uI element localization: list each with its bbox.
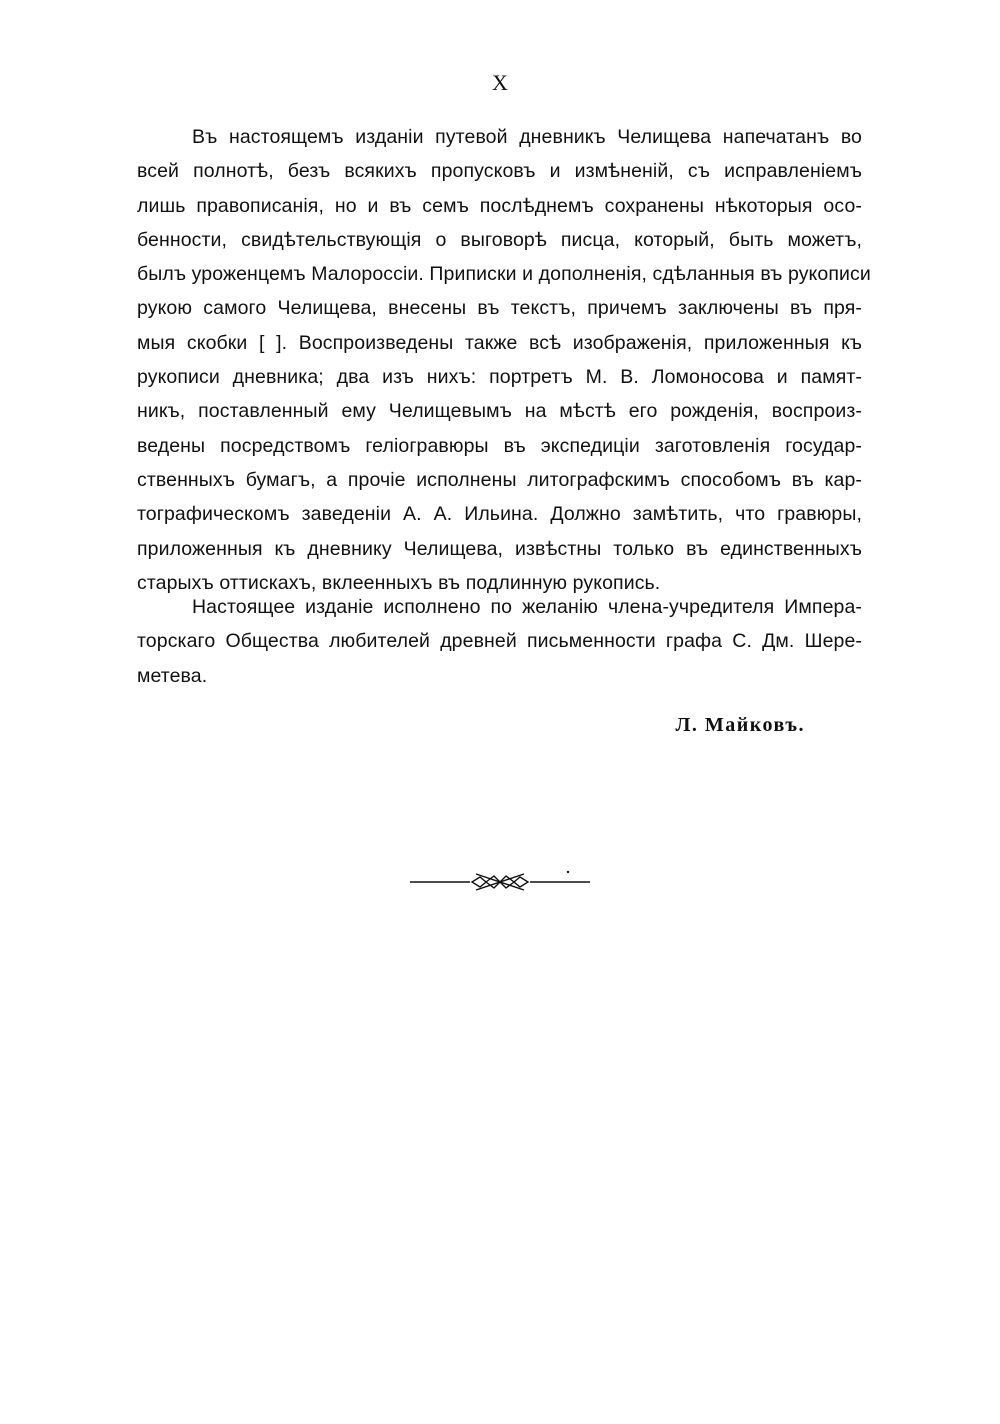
text-line: Въ настоящемъ изданіи путевой дневникъ Челищева напечатанъ во [192, 126, 862, 148]
text-line: приложенныя къ дневнику Челищева, извѣстны только въ единственныхъ [137, 537, 862, 560]
text-line: старыхъ оттискахъ, вклеенныхъ въ подлинную рукопись. [137, 571, 661, 594]
text-line: ведены посредствомъ геліогравюры въ экспедиціи заготовленія государ- [137, 434, 862, 457]
text-line: тографическомъ заведеніи А. А. Ильина. Должно замѣтить, что гравюры, [137, 503, 862, 526]
text-line: былъ уроженцемъ Малороссіи. Приписки и дополненія, сдѣланныя въ рукописи [137, 263, 871, 286]
paragraph-1 [137, 120, 871, 600]
paragraph-2 [137, 590, 862, 693]
text-line: ственныхъ бумагъ, а прочіе исполнены литографскимъ способомъ въ кар- [137, 468, 862, 491]
text-line: Настоящее изданіе исполнено по желанію члена-учредителя Импера- [192, 596, 862, 618]
text-line: всей полнотѣ, безъ всякихъ пропусковъ и измѣненій, съ исправленіемъ [137, 160, 862, 183]
text-line: метева. [137, 664, 208, 687]
page-number: X [492, 70, 508, 95]
text-line: мыя скобки [ ]. Воспроизведены также всѣ изображенія, приложенныя къ [137, 331, 862, 354]
text-line: никъ, поставленный ему Челищевымъ на мѣстѣ его рожденія, воспроиз- [137, 400, 862, 423]
text-line: рукою самого Челищева, внесены въ текстъ, причемъ заключены въ пря- [137, 297, 862, 320]
author-signature: Л. Майковъ. [675, 714, 805, 736]
ornament-divider-icon [410, 870, 590, 894]
text-line: рукописи дневника; два изъ нихъ: портретъ М. В. Ломоносова и памят- [137, 366, 862, 389]
text-line: лишь правописанія, но и въ семъ послѣднемъ сохранены нѣкоторыя осо- [137, 194, 862, 217]
text-line: бенности, свидѣтельствующія о выговорѣ писца, который, быть можетъ, [137, 228, 862, 251]
text-line: торскаго Общества любителей древней письменности графа С. Дм. Шере- [137, 630, 862, 653]
